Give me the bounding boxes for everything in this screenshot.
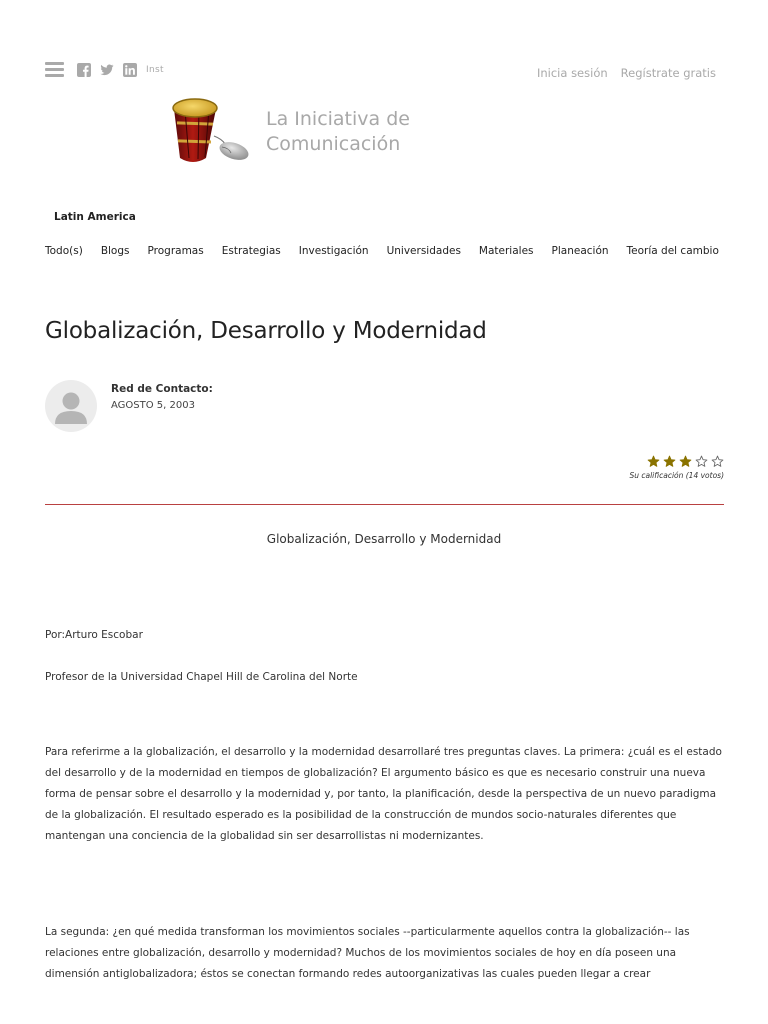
region-selector[interactable]: Latin America (54, 211, 136, 223)
nav-item-universidades[interactable]: Universidades (386, 245, 461, 257)
menu-icon[interactable] (45, 62, 64, 77)
site-title[interactable] (266, 107, 466, 157)
page-title: Globalización, Desarrollo y Modernidad (45, 318, 487, 344)
nav-item-materiales[interactable]: Materiales (478, 245, 534, 257)
nav-item-estrategias[interactable]: Estrategias (221, 245, 281, 257)
auth-links (537, 66, 716, 80)
nav-item-investigacion[interactable]: Investigación (298, 245, 369, 257)
site-logo[interactable] (165, 96, 253, 168)
rating-widget (629, 455, 724, 480)
top-bar (45, 62, 716, 84)
avatar[interactable] (45, 380, 97, 432)
star-empty-icon[interactable] (711, 455, 724, 468)
rating-text: Su calificación (14 votos) (629, 471, 724, 480)
facebook-icon[interactable] (77, 63, 91, 77)
rating-stars (629, 455, 724, 468)
star-empty-icon[interactable] (695, 455, 708, 468)
twitter-icon[interactable] (100, 63, 114, 77)
site-title-line1: La Iniciativa de (266, 108, 410, 130)
register-link[interactable]: Regístrate gratis (620, 66, 716, 80)
publish-date: AGOSTO 5, 2003 (111, 400, 195, 411)
author-label[interactable]: Red de Contacto: (111, 383, 213, 395)
nav-item-todos[interactable]: Todo(s) (45, 245, 83, 257)
article-role-line: Profesor de la Universidad Chapel Hill de Carolina del Norte (45, 671, 358, 683)
drum-mouse-logo-icon (165, 96, 253, 168)
login-link[interactable]: Inicia sesión (536, 66, 608, 80)
site-title-line2: Comunicación (266, 133, 401, 155)
divider (45, 504, 724, 505)
main-nav (45, 245, 719, 257)
nav-item-programas[interactable]: Programas (147, 245, 204, 257)
nav-item-planeacion[interactable]: Planeación (551, 245, 609, 257)
linkedin-icon[interactable] (123, 63, 137, 77)
nav-item-teoria-del-cambio[interactable]: Teoría del cambio (626, 245, 719, 257)
article-paragraph: Para referirme a la globalización, el desarrollo y la modernidad desarrollaré tres preguntas claves. La primera: ¿cuál es el estado del desarrollo y de la modernidad en tiempos de globalización? El argumento básico es que es necesario construir una nueva forma de pensar sobre el desarrollo y la modernidad y, por tanto, la planificación, desde la perspectiva de un nuevo paradigma de la globalización. El resultado esperado es la posibilidad de la construcción de mundos socio-naturales diferentes que mantengan una conciencia de la globalidad sin ser desarrollistas ni modernizantes. (45, 746, 722, 842)
nav-item-blogs[interactable]: Blogs (100, 245, 130, 257)
top-left-group (45, 62, 164, 77)
article-author-line: Por:Arturo Escobar (45, 629, 143, 641)
star-filled-icon[interactable] (663, 455, 676, 468)
star-filled-icon[interactable] (647, 455, 660, 468)
instagram-link[interactable]: Inst (146, 64, 164, 75)
user-silhouette-icon (45, 380, 97, 432)
article-paragraph: La segunda: ¿en qué medida transforman los movimientos sociales --particularmente aquellos contra la globalización-- las relaciones entre globalización, desarrollo y modernidad? Muchos de los movimientos sociales de hoy en día poseen una dimensión antiglobalizadora; éstos se conectan formando redes autoorganizativas las cuales pueden llegar a crear (45, 926, 690, 980)
article-heading: Globalización, Desarrollo y Modernidad (266, 532, 502, 546)
star-filled-icon[interactable] (679, 455, 692, 468)
